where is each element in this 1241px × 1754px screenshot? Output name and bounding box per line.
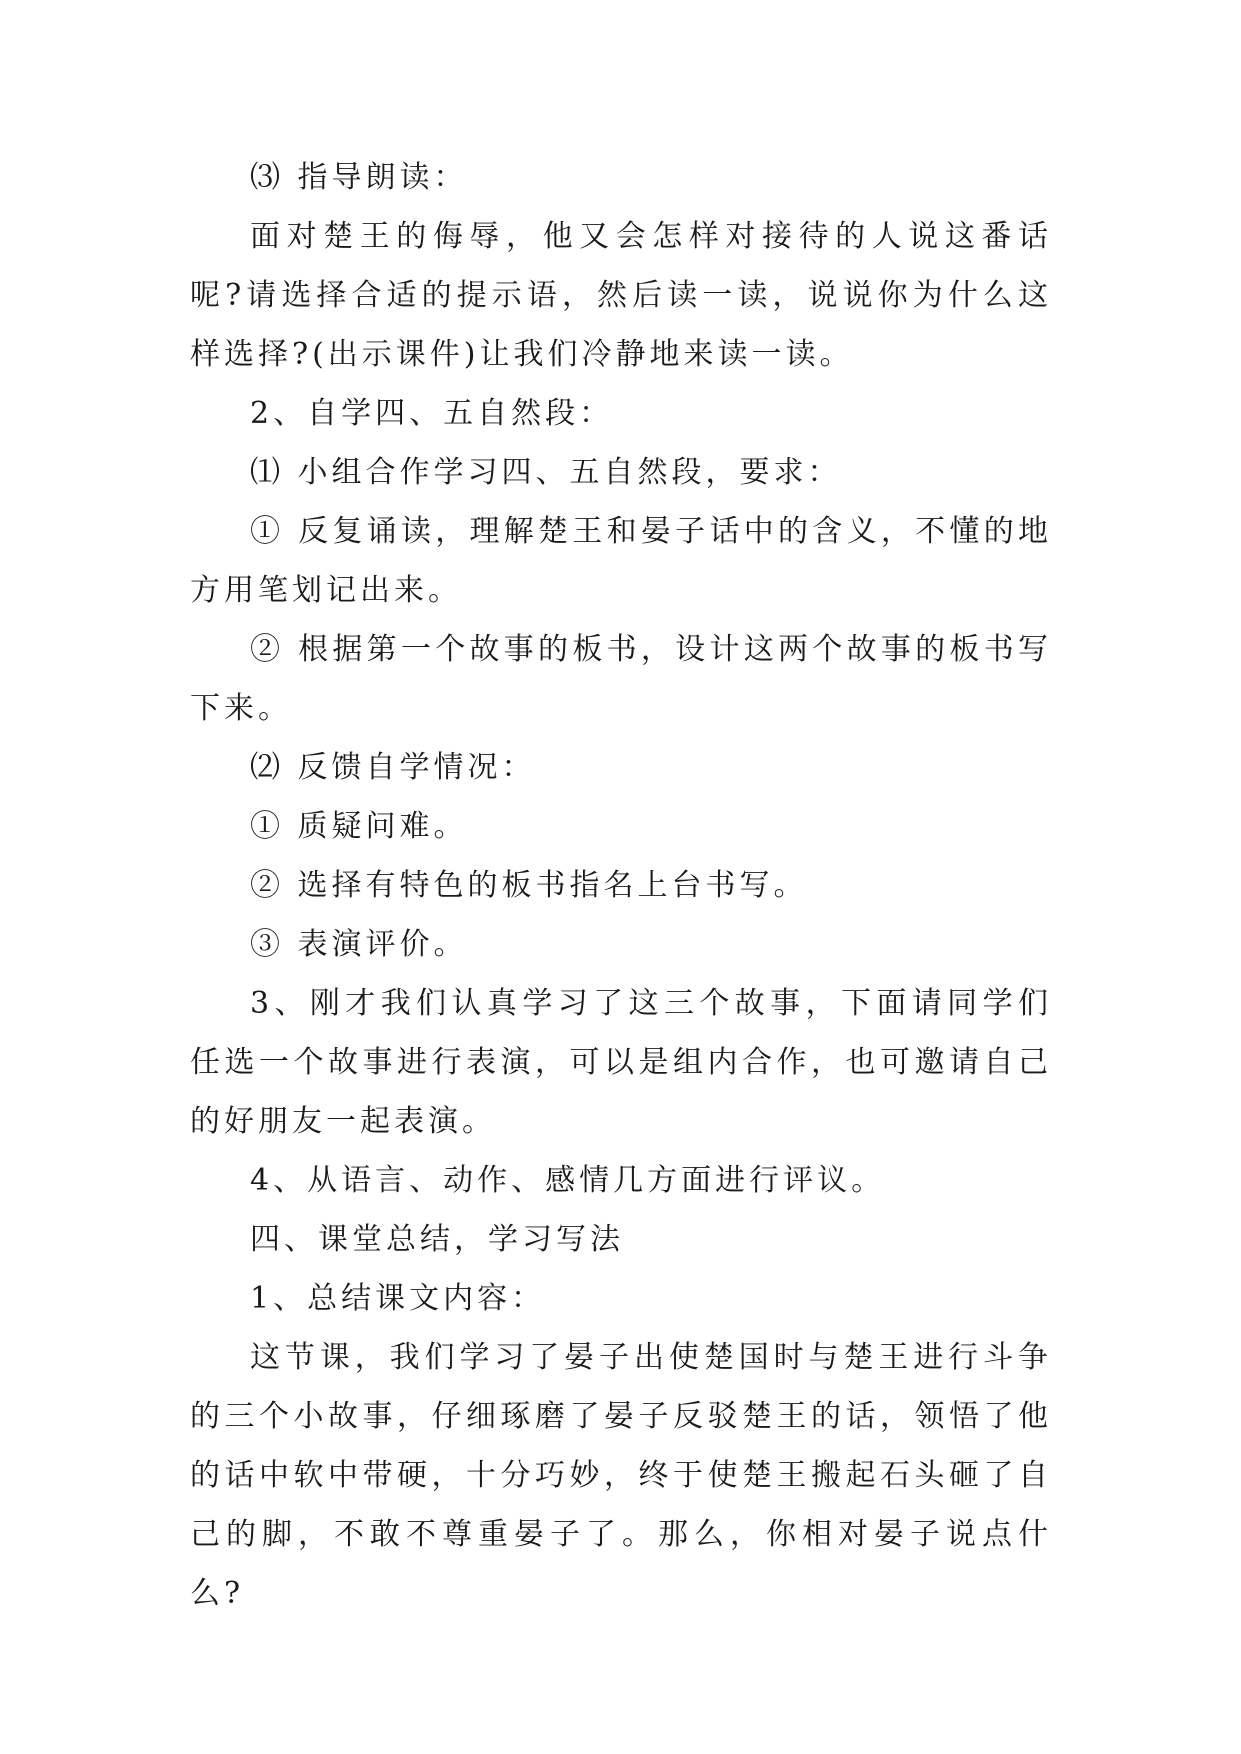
paragraph-feedback-3: ③ 表演评价。 xyxy=(250,927,468,962)
paragraph-requirement-2: ② 根据第一个故事的板书，设计这两个故事的板书写下来。 xyxy=(190,632,1052,726)
paragraph-self-study-heading: 2、自学四、五自然段： xyxy=(250,396,614,431)
paragraph-feedback-1: ① 质疑问难。 xyxy=(250,809,468,844)
paragraph-feedback-heading: ⑵ 反馈自学情况： xyxy=(250,750,536,785)
paragraph-guided-reading-heading: ⑶ 指导朗读： xyxy=(250,160,468,195)
paragraph-group-study: ⑴ 小组合作学习四、五自然段，要求： xyxy=(250,455,842,490)
paragraph-summary-heading: 1、总结课文内容： xyxy=(250,1281,546,1316)
paragraph-requirement-1: ① 反复诵读，理解楚王和晏子话中的含义，不懂的地方用笔划记出来。 xyxy=(190,514,1052,608)
paragraph-reading-prompt: 面对楚王的侮辱，他又会怎样对接待的人说这番话呢?请选择合适的提示语，然后读一读，说说你为什么这样选择?(出示课件)让我们冷静地来读一读。 xyxy=(190,219,1052,372)
paragraph-performance: 3、刚才我们认真学习了这三个故事，下面请同学们任选一个故事进行表演，可以是组内合作，也可邀请自己的好朋友一起表演。 xyxy=(190,986,1052,1139)
paragraph-section-four-heading: 四、课堂总结，学习写法 xyxy=(250,1222,624,1257)
paragraph-review: 4、从语言、动作、感情几方面进行评议。 xyxy=(250,1163,886,1198)
paragraph-feedback-2: ② 选择有特色的板书指名上台书写。 xyxy=(250,868,808,903)
document-page xyxy=(190,148,1052,1623)
paragraph-summary-body: 这节课，我们学习了晏子出使楚国时与楚王进行斗争的三个小故事，仔细琢磨了晏子反驳楚王的话，领悟了他的话中软中带硬，十分巧妙，终于使楚王搬起石头砸了自己的脚，不敢不尊重晏子了。那么，你相对晏子说点什么? xyxy=(190,1340,1052,1611)
